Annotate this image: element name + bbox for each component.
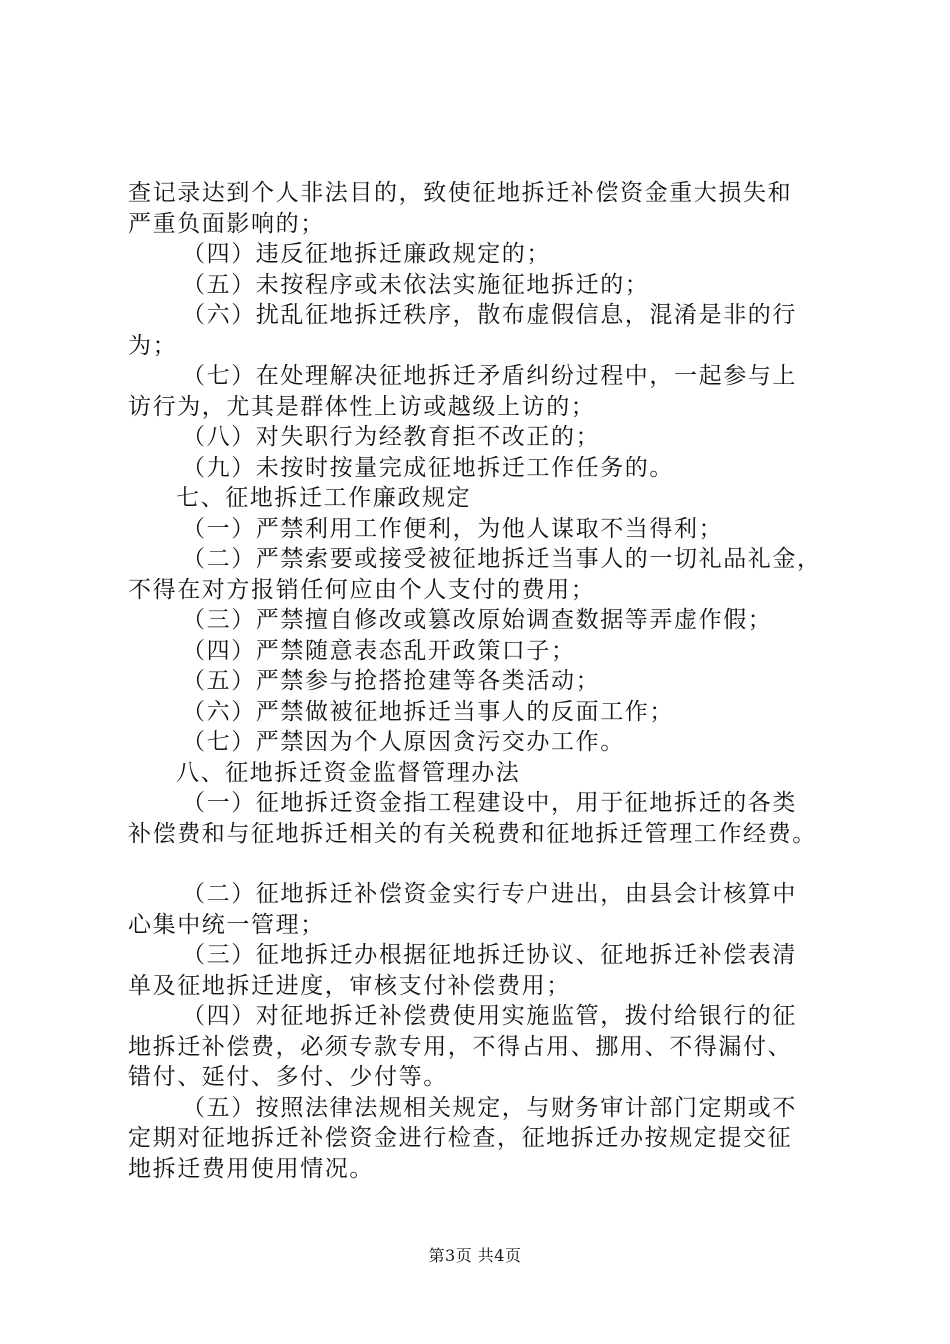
list-item: （五）严禁参与抢搭抢建等各类活动； (182, 668, 601, 694)
section-heading: 八、征地拆迁资金监督管理办法 (176, 759, 521, 786)
page-number: 第3页 共4页 (428, 1246, 522, 1265)
text-line: 地拆迁费用使用情况。 (128, 1155, 374, 1182)
text-line: 为； (128, 332, 178, 359)
section-heading: 七、征地拆迁工作廉政规定 (176, 485, 472, 511)
paragraph-gap (128, 849, 848, 879)
list-item: （一）严禁利用工作便利，为他人谋取不当得利； (182, 515, 724, 542)
list-item: （四）严禁随意表态乱开政策口子； (182, 637, 576, 664)
text-line: 心集中统一管理； (128, 911, 325, 938)
list-item: （九）未按时按量完成征地拆迁工作任务的。 (182, 454, 674, 481)
list-item: （二）严禁索要或接受被征地拆迁当事人的一切礼品礼金， (182, 546, 822, 572)
text-line: 查记录达到个人非法目的，致使征地拆迁补偿资金重大损失和 (128, 180, 793, 206)
list-item: （一）征地拆迁资金指工程建设中，用于征地拆迁的各类 (182, 790, 797, 816)
list-item: （七）严禁因为个人原因贪污交办工作。 (182, 729, 625, 755)
document-body (128, 178, 848, 1184)
list-item: （四）对征地拆迁补偿费使用实施监管，拨付给银行的征 (182, 1003, 797, 1029)
text-line: 访行为，尤其是群体性上访或越级上访的； (128, 393, 596, 420)
list-item: （二）征地拆迁补偿资金实行专户进出，由县会计核算中 (182, 881, 797, 907)
list-item: （七）在处理解决征地拆迁矛盾纠纷过程中，一起参与上 (182, 363, 797, 389)
text-line: 不得在对方报销任何应由个人支付的费用； (128, 576, 596, 603)
list-item: （四）违反征地拆迁廉政规定的； (182, 241, 551, 267)
list-item: （六）扰乱征地拆迁秩序，散布虚假信息，混淆是非的行 (182, 302, 797, 328)
list-item: （六）严禁做被征地拆迁当事人的反面工作； (182, 698, 674, 725)
list-item: （五）按照法律法规相关规定，与财务审计部门定期或不 (182, 1094, 797, 1121)
text-line: 补偿费和与征地拆迁相关的有关税费和征地拆迁管理工作经费。 (128, 820, 817, 847)
text-line: 单及征地拆迁进度，审核支付补偿费用； (128, 972, 571, 999)
text-line: 严重负面影响的； (128, 210, 325, 237)
list-item: （三）征地拆迁办根据征地拆迁协议、征地拆迁补偿表清 (182, 942, 797, 968)
list-item: （八）对失职行为经教育拒不改正的； (182, 424, 601, 450)
text-line: 地拆迁补偿费，必须专款专用，不得占用、挪用、不得漏付、 (128, 1033, 793, 1060)
list-item: （五）未按程序或未依法实施征地拆迁的； (182, 271, 650, 298)
list-item: （三）严禁擅自修改或篡改原始调查数据等弄虚作假； (182, 607, 773, 633)
text-line: 错付、延付、多付、少付等。 (128, 1064, 448, 1090)
text-line: 定期对征地拆迁补偿资金进行检查，征地拆迁办按规定提交征 (128, 1125, 793, 1151)
